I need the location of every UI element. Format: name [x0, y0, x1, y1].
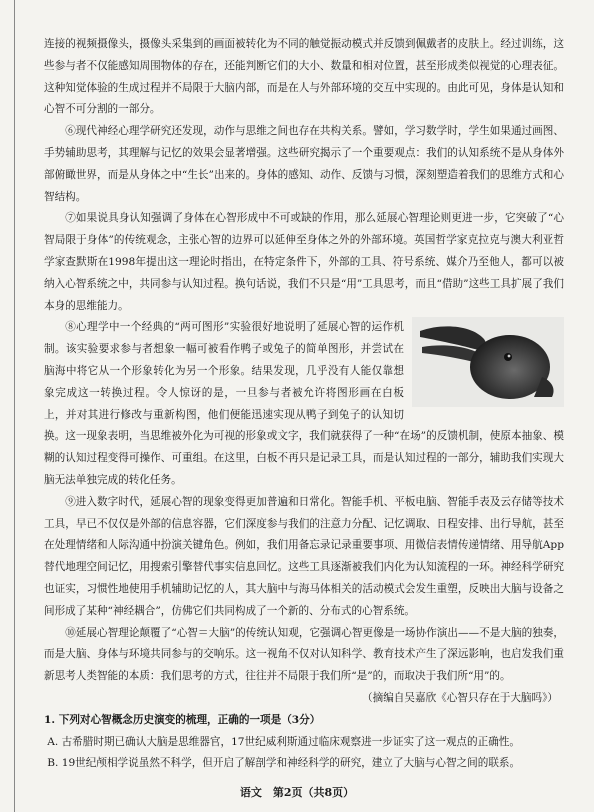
page-footer: 语文 第2页（共8页） [239, 786, 355, 799]
binding-line [14, 0, 15, 812]
paragraph-9: ⑨进入数字时代，延展心智的现象变得更加普遍和日常化。智能手机、平板电脑、智能手表及云存储等技术工具，早已不仅仅是外部的信息容器，它们深度参与我们的注意力分配、记忆调取、日程安排、出行导航，甚至在处理情绪和人际沟通中扮演关键角色。例如，我们用备忘录记录重要事项、用微信表情传递情绪、用导航App替代地理空间记忆，用搜索引擎替代事实信息回忆。这些工具逐渐被我们内化为认知流程的一环。神经科学研究也证实，习惯性地使用手机辅助记忆的人，其大脑中与海马体相关的活动模式会发生重塑，反映出大脑与设备之间形成了某种“神经耦合”，仿佛它们共同构成了一个新的、分布式的心智系统。 [44, 495, 564, 617]
question-1-stem: 1. 下列对心智概念历史演变的梳理，正确的一项是（3分） [44, 713, 321, 726]
article-body [44, 34, 564, 775]
question-1-option-a: A. 古希腊时期已确认大脑是思维器官，17世纪威利斯通过临床观察进一步证实了这一观点的正确性。 [47, 735, 520, 748]
paragraph-8: ⑧心理学中一个经典的“两可图形”实验很好地说明了延展心智的运作机制。该实验要求参与者想象一幅可被看作鸭子或兔子的简单图形，并尝试在脑海中将它从一个形象转化为另一个形象。结果发现，几乎没有人能仅靠想象完成这一转换过程。令人惊讶的是，一旦参与者被允许将图形画在白板上，并对其进行修改与重新构图，他们便能迅速实现从鸭子到兔子的认知切换。这一现象表明，当思维被外化为可视的形象或文字，我们就获得了一种“在场”的反馈机制，使原本抽象、模糊的认知过程变得可操作、可重组。在这里，白板不再只是记录工具，而是认知过程的一部分，辅助我们实现大脑无法单独完成的转化任务。 [44, 321, 564, 486]
source-citation: （摘编自吴嘉欣《心智只存在于大脑吗》） [362, 691, 558, 704]
question-1-option-b: B. 19世纪颅相学说虽然不科学，但开启了解剖学和神经科学的研究，建立了大脑与心智之间的联系。 [47, 757, 521, 770]
paragraph-6: ⑥现代神经心理学研究还发现，动作与思维之间也存在共构关系。譬如，学习数学时，学生如果通过画图、手势辅助思考，其理解与记忆的效果会显著增强。这些研究揭示了一个重要观点：我们的认知系统不是从身体外部俯瞰世界，而是从身体之中“生长”出来的。身体的感知、动作、反馈与习惯，深刻塑造着我们的思维方式和心智结构。 [44, 125, 564, 203]
paragraph-7: ⑦如果说具身认知强调了身体在心智形成中不可或缺的作用，那么延展心智理论则更进一步，它突破了“心智局限于身体”的传统观念，主张心智的边界可以延伸至身体之外的外部环境。英国哲学家克拉克与澳大利亚哲学家查默斯在1998年提出这一理论时指出，在特定条件下，外部的工具、符号系统、媒介乃至他人，都可以被纳入心智系统之中，共同参与认知过程。换句话说，我们不只是“用”工具思考，而且“借助”这些工具扩展了我们本身的思维能力。 [44, 212, 564, 312]
duck-rabbit-illustration [412, 317, 564, 407]
paragraph-10: ⑩延展心智理论颠覆了“心智＝大脑”的传统认知观，它强调心智更像是一场协作演出——不是大脑的独奏，而是大脑、身体与环境共同参与的交响乐。这一视角不仅对认知科学、教育技术产生了深远影响，也启发我们重新思考人类智能的本质：我们思考的方式，往往并不局限于我们所“是”的，而取决于我们所“用”的。 [44, 626, 564, 683]
paragraph-continued: 连接的视频摄像头，摄像头采集到的画面被转化为不同的触觉振动模式并反馈到佩戴者的皮肤上。经过训练，这些参与者不仅能感知周围物体的存在，还能判断它们的大小、数量和相对位置，甚至形成类似视觉的心理表征。这种知觉体验的生成过程并不局限于大脑内部，而是在人与外部环境的交互中实现的。由此可见，身体是认知和心智不可分割的一部分。 [44, 38, 564, 116]
duck-rabbit-figure [412, 317, 564, 407]
